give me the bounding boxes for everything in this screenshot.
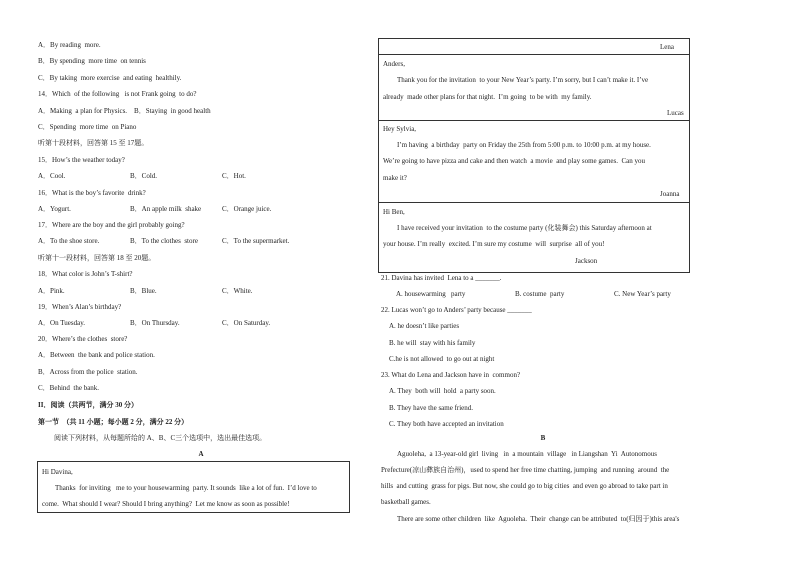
letter-body-line: We’re going to have pizza and cake and then watch a movie and play some games. Can you bbox=[383, 157, 646, 165]
question-21: 21. Davina has invited Lena to a _______. bbox=[381, 274, 502, 282]
option-21a: A. housewarming party bbox=[396, 290, 466, 298]
reading-instruction: 阅读下列材料，从每题所给的 A、B、C三个选项中，选出最佳选项。 bbox=[54, 434, 267, 442]
letter-body-line: Thanks for inviting me to your housewarming party. It sounds like a lot of fun. I’d love to bbox=[55, 484, 317, 492]
question-23: 23. What do Lena and Jackson have in common? bbox=[381, 371, 521, 379]
passage-b-label: B bbox=[540, 434, 546, 442]
option-13a: A．By reading more. bbox=[38, 41, 101, 49]
option-20c: C．Behind the bank. bbox=[38, 384, 100, 392]
letter-body-line: your house. I’m really excited. I’m sure my costume will surprise all of you! bbox=[383, 240, 605, 248]
option-23c: C. They both have accepted an invitation bbox=[389, 420, 504, 428]
listening-instruction-11: 听第十一段材料，回答第 18 至 20题。 bbox=[38, 254, 156, 262]
letter-body-line: come. What should I wear? Should I bring anything? Let me know as soon as possible! bbox=[42, 500, 290, 508]
letter-box-davina bbox=[37, 461, 350, 513]
question-17: 17．Where are the boy and the girl probably going? bbox=[38, 221, 185, 229]
question-15: 15．How’s the weather today? bbox=[38, 156, 125, 164]
passage-b-line: basketball games. bbox=[381, 498, 431, 506]
letter-signature-jackson: Jackson bbox=[575, 257, 598, 265]
option-21c: C. New Year’s party bbox=[614, 290, 671, 298]
letter-body-line: make it? bbox=[383, 174, 407, 182]
option-23b: B. They have the same friend. bbox=[389, 404, 474, 412]
question-19: 19．When’s Alan’s birthday? bbox=[38, 303, 122, 311]
option-19b: B．On Thursday. bbox=[130, 319, 180, 327]
letter-signature-lena: Lena bbox=[660, 43, 674, 51]
question-20: 20．Where’s the clothes store? bbox=[38, 335, 128, 343]
option-17b: B．To the clothes store bbox=[130, 237, 198, 245]
question-22: 22. Lucas won’t go to Anders’ party because _______ bbox=[381, 306, 532, 314]
reading-section-subtitle: 第一节 （共 11 小题；每小题 2 分，满分 22 分） bbox=[38, 418, 189, 426]
passage-b-line: hills and cutting grass for pigs. But now, she could go to big cities and even go abroad to take part in bbox=[381, 482, 668, 490]
option-20a: A．Between the bank and police station. bbox=[38, 351, 155, 359]
right-column bbox=[381, 0, 794, 562]
letter-greeting: Hey Sylvia, bbox=[383, 125, 417, 133]
option-14c: C．Spending more time on Piano bbox=[38, 123, 137, 131]
option-20b: B．Across from the police station. bbox=[38, 368, 138, 376]
option-15b: B．Cold. bbox=[130, 172, 158, 180]
letter-body-line: I’m having a birthday party on Friday the 25th from 5:00 p.m. to 10:00 p.m. at my house. bbox=[397, 141, 651, 149]
reading-section-title: II．阅读（共两节，满分 30 分） bbox=[38, 401, 138, 409]
option-19a: A．On Tuesday. bbox=[38, 319, 85, 327]
option-17c: C．To the supermarket. bbox=[222, 237, 290, 245]
option-18b: B．Blue. bbox=[130, 287, 157, 295]
letters-table-bottom-border bbox=[378, 272, 690, 273]
letter-divider bbox=[378, 54, 690, 55]
letters-table-right-border bbox=[689, 38, 690, 273]
option-22c: C.he is not allowed to go out at night bbox=[389, 355, 495, 363]
option-13c: C．By taking more exercise and eating healthily. bbox=[38, 74, 182, 82]
passage-b-line: Aguoleha, a 13-year-old girl living in a mountain village in Liangshan Yi Autonomous bbox=[397, 450, 657, 458]
letters-table-left-border bbox=[378, 38, 379, 273]
passage-b-line: There are some other children like Aguoleha. Their change can be attributed to(归因于)this area's bbox=[397, 515, 680, 523]
letter-signature-lucas: Lucas bbox=[667, 109, 684, 117]
letter-greeting: Hi Davina, bbox=[42, 468, 73, 476]
letter-greeting: Anders, bbox=[383, 60, 405, 68]
letters-table-top-border bbox=[378, 38, 690, 39]
option-17a: A．To the shoe store. bbox=[38, 237, 100, 245]
letter-body-line: Thank you for the invitation to your New Year’s party. I’m sorry, but I can’t make it. I’ve bbox=[397, 76, 649, 84]
question-14: 14．Which of the following is not Frank going to do? bbox=[38, 90, 197, 98]
option-13b: B．By spending more time on tennis bbox=[38, 57, 146, 65]
option-15a: A．Cool. bbox=[38, 172, 66, 180]
letter-divider bbox=[378, 202, 690, 203]
option-21b: B. costume party bbox=[515, 290, 565, 298]
option-22a: A. he doesn’t like parties bbox=[389, 322, 460, 330]
option-18c: C．White. bbox=[222, 287, 253, 295]
letter-divider bbox=[378, 120, 690, 121]
option-15c: C．Hot. bbox=[222, 172, 246, 180]
option-22b: B. he will stay with his family bbox=[389, 339, 476, 347]
option-23a: A. They both will hold a party soon. bbox=[389, 387, 496, 395]
letter-body-line: I have received your invitation to the costume party (化装舞会) this Saturday afternoon at bbox=[397, 224, 652, 232]
option-16c: C．Orange juice. bbox=[222, 205, 272, 213]
option-16b: B．An apple milk shake bbox=[130, 205, 202, 213]
passage-b-line: Prefecture(凉山彝族自治州)，used to spend her free time chatting, jumping and running around the bbox=[381, 466, 670, 474]
letter-greeting: Hi Ben, bbox=[383, 208, 405, 216]
option-18a: A．Pink. bbox=[38, 287, 65, 295]
option-16a: A．Yogurt. bbox=[38, 205, 71, 213]
option-19c: C．On Saturday. bbox=[222, 319, 271, 327]
question-16: 16．What is the boy’s favorite drink? bbox=[38, 189, 146, 197]
listening-instruction-10: 听第十段材料，回答第 15 至 17题。 bbox=[38, 139, 149, 147]
letter-signature-joanna: Joanna bbox=[660, 190, 680, 198]
letter-body-line: already made other plans for that night. I’m going to be with my family. bbox=[383, 93, 592, 101]
question-18: 18．What color is John’s T-shirt? bbox=[38, 270, 133, 278]
passage-a-label: A bbox=[198, 450, 204, 458]
option-14ab: A．Making a plan for Physics. B．Staying in good health bbox=[38, 107, 211, 115]
